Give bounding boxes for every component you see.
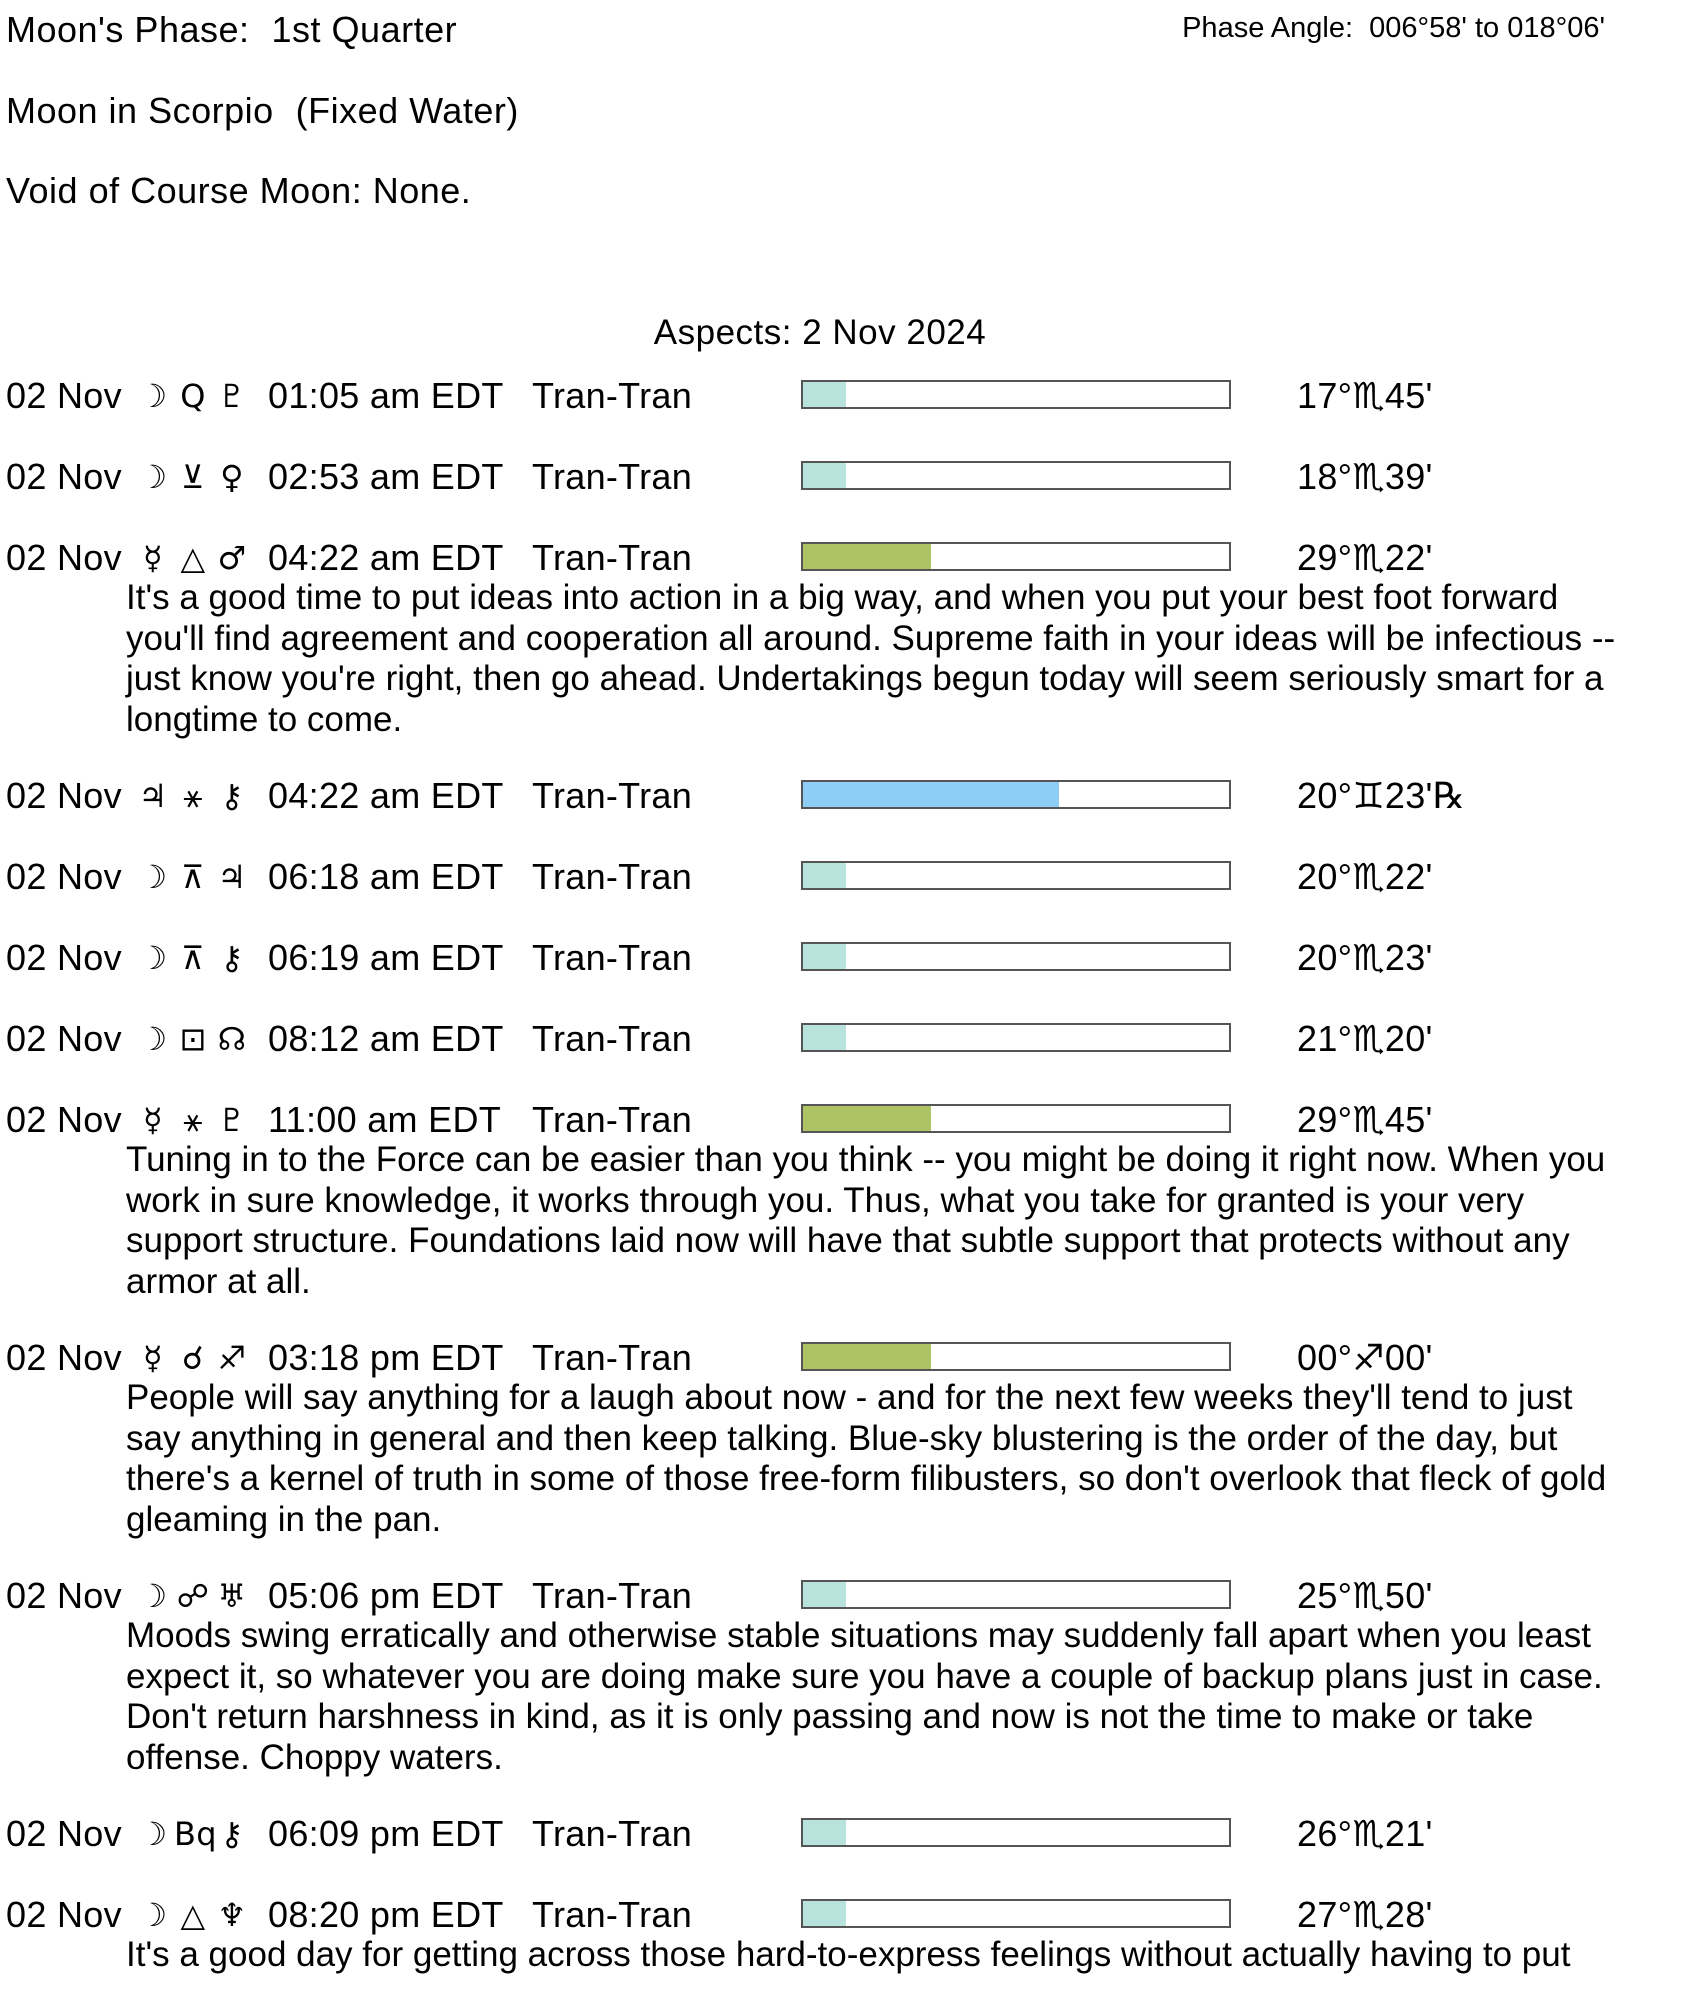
strength-bar <box>801 380 1231 409</box>
aspect-entry <box>0 532 1686 770</box>
aspect-entry <box>0 1808 1686 1860</box>
aspect-type: Tran-Tran <box>532 937 693 978</box>
aspect-row <box>0 770 1686 822</box>
moon-icon: ☽ <box>138 1896 168 1934</box>
moon-sign-label: Moon in Scorpio <box>6 90 274 131</box>
uranus-icon: ♅ <box>217 1577 247 1615</box>
aspect-date: 02 Nov <box>6 1099 122 1140</box>
jupiter-icon: ♃ <box>217 858 247 896</box>
aspect-row <box>0 1570 1686 1622</box>
aspect-entry <box>0 932 1686 984</box>
moon-icon: ☽ <box>138 1020 168 1058</box>
quincunx-icon: ⊼ <box>181 858 205 896</box>
aspect-time: 04:22 am EDT <box>268 537 504 578</box>
aspect-type: Tran-Tran <box>532 1575 693 1616</box>
aspect-description: It's a good day for getting across those hard-to-express feelings without actually having to put <box>126 1935 1571 1974</box>
strength-bar <box>801 1023 1231 1052</box>
aspect-time: 04:22 am EDT <box>268 775 504 816</box>
strength-bar-fill <box>803 1025 846 1050</box>
aspect-position: 21°♏20' <box>1297 1018 1433 1059</box>
aspect-position: 20°♏22' <box>1297 856 1433 897</box>
mercury-icon: ☿ <box>143 1101 163 1139</box>
aspect-entry <box>0 851 1686 903</box>
aspect-description: People will say anything for a laugh about now - and for the next few weeks they'll tend to just say anything in general and then keep talking. Blue-sky blustering is the order of the day, but there's a kernel of truth in some of those free-form filibusters, so don't overlook that fleck of gold gleaming in the pan. <box>126 1378 1607 1539</box>
aspect-time: 08:12 am EDT <box>268 1018 504 1059</box>
aspect-entry <box>0 1889 1686 2006</box>
aspect-entry <box>0 1013 1686 1065</box>
aspect-description: Tuning in to the Force can be easier than you think -- you might be doing it right now. When you work in sure knowledge, it works through you. Thus, what you take for granted is your very support structure. Foundations laid now will have that subtle support that protects without any armor at all. <box>126 1140 1606 1301</box>
strength-bar <box>801 1818 1231 1847</box>
aspect-type: Tran-Tran <box>532 1099 693 1140</box>
aspect-date: 02 Nov <box>6 937 122 978</box>
aspect-time: 11:00 am EDT <box>268 1099 502 1140</box>
aspect-description: Moods swing erratically and otherwise stable situations may suddenly fall apart when you least expect it, so whatever you are doing make sure you have a couple of backup plans just in case. Don't return harshness in kind, as it is only passing and now is not the time to make or take offense. Choppy waters. <box>126 1616 1603 1777</box>
neptune-icon: ♆ <box>217 1896 247 1934</box>
aspect-time: 03:18 pm EDT <box>268 1337 504 1378</box>
strength-bar-fill <box>803 1106 931 1131</box>
aspect-row <box>0 1013 1686 1065</box>
sextile-icon: ⚹ <box>183 1101 203 1139</box>
mercury-icon: ☿ <box>143 1339 163 1377</box>
aspect-type: Tran-Tran <box>532 1337 693 1378</box>
moon-phase-line <box>6 10 457 50</box>
aspect-position: 29°♏22' <box>1297 537 1433 578</box>
biquintile-icon: Bq <box>174 1815 217 1853</box>
aspect-row <box>0 532 1686 584</box>
aspect-position: 27°♏28' <box>1297 1894 1433 1935</box>
moon-phase-label: Moon's Phase: <box>6 9 250 50</box>
aspects-title: Aspects: 2 Nov 2024 <box>653 313 987 352</box>
sagittarius-icon: ♐ <box>217 1339 247 1377</box>
aspect-type: Tran-Tran <box>532 775 693 816</box>
strength-bar-fill <box>803 1901 846 1926</box>
aspect-entry <box>0 370 1686 422</box>
aspect-date: 02 Nov <box>6 1575 122 1616</box>
aspect-entry <box>0 1094 1686 1332</box>
conjunction-icon: ☌ <box>182 1339 204 1377</box>
aspect-list <box>0 370 1686 2006</box>
phase-angle-value: 006°58' to 018°06' <box>1369 12 1605 44</box>
strength-bar-fill <box>803 463 846 488</box>
aspect-type: Tran-Tran <box>532 1813 693 1854</box>
aspect-position: 29°♏45' <box>1297 1099 1433 1140</box>
aspect-row <box>0 451 1686 503</box>
aspect-entry <box>0 1332 1686 1570</box>
strength-bar <box>801 780 1231 809</box>
strength-bar <box>801 461 1231 490</box>
moon-phase-value: 1st Quarter <box>271 9 458 50</box>
quincunx-icon: ⊼ <box>181 939 205 977</box>
aspect-date: 02 Nov <box>6 1813 122 1854</box>
pluto-icon: ♇ <box>217 1101 247 1139</box>
aspect-time: 06:09 pm EDT <box>268 1813 504 1854</box>
venus-icon: ♀ <box>220 458 244 496</box>
quintile-icon: Q <box>180 377 206 415</box>
aspect-entry <box>0 1570 1686 1808</box>
trine-icon: △ <box>180 539 206 577</box>
aspect-row <box>0 932 1686 984</box>
moon-icon: ☽ <box>138 939 168 977</box>
aspect-row <box>0 1332 1686 1384</box>
strength-bar <box>801 1580 1231 1609</box>
opposition-icon: ☍ <box>176 1577 210 1615</box>
strength-bar <box>801 542 1231 571</box>
moon-sign-quality: (Fixed Water) <box>295 90 519 131</box>
aspect-date: 02 Nov <box>6 1894 122 1935</box>
aspect-time: 05:06 pm EDT <box>268 1575 504 1616</box>
moon-icon: ☽ <box>138 1577 168 1615</box>
strength-bar-fill <box>803 1820 846 1845</box>
aspect-position: 25°♏50' <box>1297 1575 1433 1616</box>
strength-bar-fill <box>803 944 846 969</box>
aspect-position: 00°♐00' <box>1297 1337 1433 1378</box>
sextile-icon: ⚹ <box>183 777 203 815</box>
north-node-icon: ☊ <box>217 1020 247 1058</box>
aspect-time: 01:05 am EDT <box>268 375 504 416</box>
moon-icon: ☽ <box>138 1815 168 1853</box>
strength-bar <box>801 942 1231 971</box>
aspect-entry <box>0 451 1686 503</box>
aspect-position: 20°♊23'℞ <box>1297 775 1466 816</box>
aspect-row <box>0 851 1686 903</box>
sesquiquadrate-icon: ⊡ <box>179 1020 207 1058</box>
strength-bar-fill <box>803 382 846 407</box>
jupiter-icon: ♃ <box>138 777 168 815</box>
phase-angle <box>1182 10 1605 46</box>
aspect-date: 02 Nov <box>6 375 122 416</box>
mars-icon: ♂ <box>217 539 247 577</box>
strength-bar-fill <box>803 544 931 569</box>
void-of-course: Void of Course Moon: None. <box>6 170 472 211</box>
aspect-date: 02 Nov <box>6 537 122 578</box>
aspect-time: 06:19 am EDT <box>268 937 504 978</box>
semisextile-icon: ⊻ <box>181 458 205 496</box>
aspect-position: 26°♏21' <box>1297 1813 1433 1854</box>
aspect-row <box>0 370 1686 422</box>
strength-bar-fill <box>803 863 846 888</box>
aspect-time: 08:20 pm EDT <box>268 1894 504 1935</box>
trine-icon: △ <box>180 1896 206 1934</box>
strength-bar <box>801 861 1231 890</box>
moon-sign-line <box>6 91 519 131</box>
aspect-type: Tran-Tran <box>532 537 693 578</box>
strength-bar <box>801 1899 1231 1928</box>
phase-angle-label: Phase Angle: <box>1182 12 1354 44</box>
aspect-row <box>0 1094 1686 1146</box>
aspect-time: 02:53 am EDT <box>268 456 504 497</box>
aspect-row <box>0 1889 1686 1941</box>
aspect-type: Tran-Tran <box>532 1018 693 1059</box>
aspect-date: 02 Nov <box>6 1337 122 1378</box>
aspect-date: 02 Nov <box>6 1018 122 1059</box>
aspect-time: 06:18 am EDT <box>268 856 504 897</box>
moon-icon: ☽ <box>138 377 168 415</box>
moon-icon: ☽ <box>138 458 168 496</box>
strength-bar <box>801 1104 1231 1133</box>
mercury-icon: ☿ <box>143 539 163 577</box>
pluto-icon: ♇ <box>217 377 247 415</box>
aspect-row <box>0 1808 1686 1860</box>
chiron-icon: ⚷ <box>220 939 244 977</box>
aspect-type: Tran-Tran <box>532 1894 693 1935</box>
strength-bar <box>801 1342 1231 1371</box>
aspect-date: 02 Nov <box>6 456 122 497</box>
aspect-date: 02 Nov <box>6 775 122 816</box>
strength-bar-fill <box>803 1582 846 1607</box>
aspect-position: 18°♏39' <box>1297 456 1433 497</box>
moon-icon: ☽ <box>138 858 168 896</box>
strength-bar-fill <box>803 782 1059 807</box>
aspect-entry <box>0 770 1686 822</box>
strength-bar-fill <box>803 1344 931 1369</box>
aspect-date: 02 Nov <box>6 856 122 897</box>
chiron-icon: ⚷ <box>220 777 244 815</box>
aspect-position: 20°♏23' <box>1297 937 1433 978</box>
aspect-position: 17°♏45' <box>1297 375 1433 416</box>
aspect-type: Tran-Tran <box>532 856 693 897</box>
aspect-type: Tran-Tran <box>532 456 693 497</box>
aspect-type: Tran-Tran <box>532 375 693 416</box>
aspect-description: It's a good time to put ideas into action in a big way, and when you put your best foot forward you'll find agreement and cooperation all around. Supreme faith in your ideas will be infectious -- just know you're right, then go ahead. Undertakings begun today will seem seriously smart for a longtime to come. <box>126 578 1616 739</box>
chiron-icon: ⚷ <box>220 1815 244 1853</box>
